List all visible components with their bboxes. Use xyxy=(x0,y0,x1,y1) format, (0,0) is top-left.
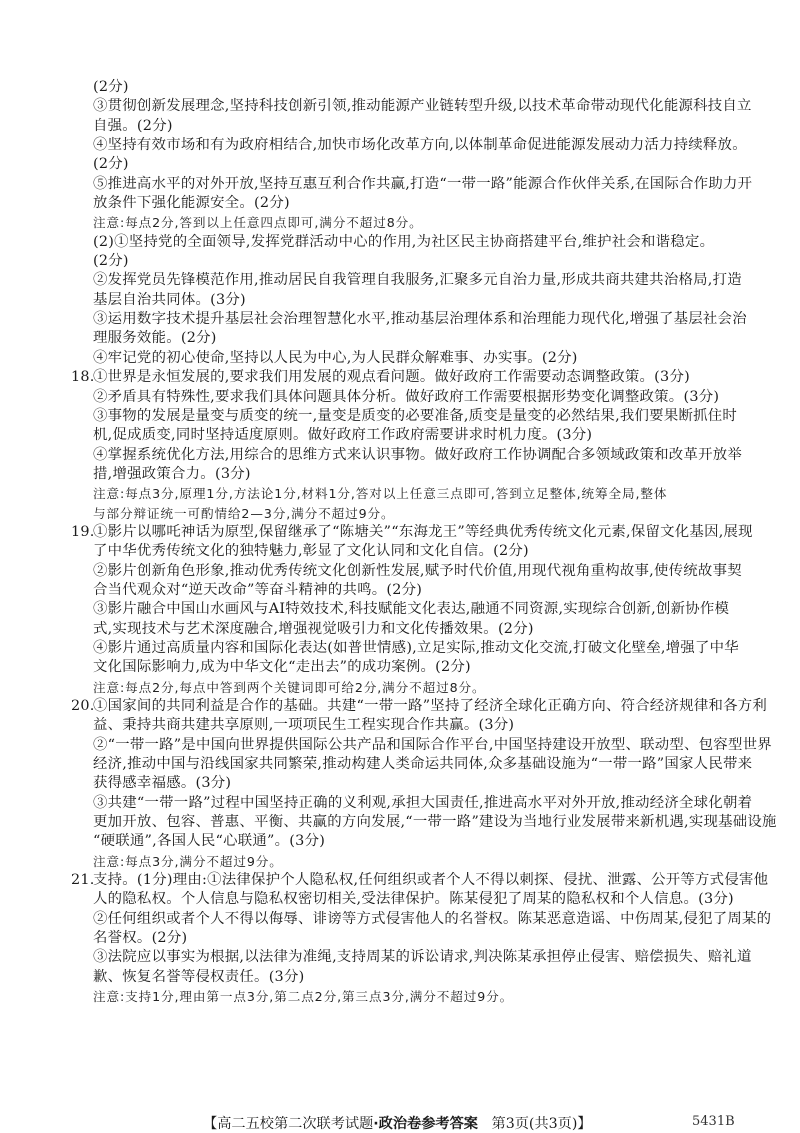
answer-line xyxy=(93,252,733,271)
line-text: ②矛盾具有特殊性,要求我们具体问题具体分析。做好政府工作需要根据形势变化调整政策。(3分) xyxy=(93,388,720,405)
scoring-note-line xyxy=(93,213,733,232)
line-text: ②影片创新角色形象,推动优秀传统文化创新性发展,赋予时代价值,用现代视角重构故事,使传统故事契 xyxy=(93,562,742,579)
line-text: 经济,推动中国与沿线国家共同繁荣,推动构建人类命运共同体,众多基础设施为“一带一路”国家人民带来 xyxy=(93,756,753,773)
answer-line xyxy=(93,658,733,677)
answer-line xyxy=(93,600,733,619)
answer-content xyxy=(71,78,777,1007)
line-text: 益、秉持共商共建共享原则,一项项民生工程实现合作共赢。(3分) xyxy=(93,717,515,734)
line-text: ③运用数字技术提升基层社会治理智慧化水平,推动基层治理体系和治理能力现代化,增强了基层社会治 xyxy=(93,311,747,328)
line-text: ①国家间的共同利益是合作的基础。共建“一带一路”坚持了经济全球化正确方向、符合经济规律和各方利 xyxy=(93,698,768,714)
answer-line xyxy=(93,736,772,755)
answer-line xyxy=(93,155,733,174)
line-text: 自强。(2分) xyxy=(93,117,173,134)
answer-line xyxy=(93,794,753,813)
line-text: 基层自治共同体。(3分) xyxy=(93,291,246,308)
answer-line xyxy=(93,968,733,987)
page-footer xyxy=(203,1113,592,1133)
line-text: 注意:支持1分,理由第一点3分,第二点2分,第三点3分,满分不超过9分。 xyxy=(93,989,514,1005)
footer-dot: · xyxy=(373,1116,379,1132)
line-text: ③法院应以事实为根据,以法律为准绳,支持周某的诉讼请求,判决陈某承担停止侵害、赔偿损失、赔礼道 xyxy=(93,949,752,966)
answer-line xyxy=(71,368,733,387)
answer-line xyxy=(93,78,733,97)
line-text: 理服务效能。(2分) xyxy=(93,330,217,347)
answer-line xyxy=(93,465,733,484)
document-code: 5431B xyxy=(692,1114,735,1129)
line-text: 更加开放、包容、普惠、平衡、共赢的方向发展,“一带一路”建设为当地行业发展带来新机遇,实现基础设施 xyxy=(93,814,777,831)
answer-line xyxy=(93,562,742,581)
line-text: 了中华优秀传统文化的独特魅力,彰显了文化认同和文化自信。(2分) xyxy=(93,543,529,560)
line-text: ⑤推进高水平的对外开放,坚持互惠互利合作共赢,打造“一带一路”能源合作伙伴关系,在国际合作助力开 xyxy=(93,175,753,192)
answer-line xyxy=(93,349,733,368)
question-number: 18. xyxy=(71,369,95,386)
answer-line xyxy=(93,581,733,600)
line-text: ③事物的发展是量变与质变的统一,量变是质变的必要准备,质变是量变的必然结果,我们要果断抓住时 xyxy=(93,407,738,424)
answer-line xyxy=(93,388,733,407)
answer-line xyxy=(93,117,733,136)
scoring-note-line xyxy=(93,504,733,523)
answer-line xyxy=(93,542,733,561)
line-text: ②任何组织或者个人不得以侮辱、诽谤等方式侵害他人的名誉权。陈某恶意造谣、中伤周某,侵犯了周某的 xyxy=(93,910,772,927)
line-text: ①影片以哪吒神话为原型,保留继承了“陈塘关”“东海龙王”等经典优秀传统文化元素,保留文化基因,展现 xyxy=(93,523,753,540)
answer-line xyxy=(93,774,733,793)
line-text: 文化国际影响力,成为中华文化“走出去”的成功案例。(2分) xyxy=(93,659,471,676)
answer-line xyxy=(93,948,752,967)
answer-line xyxy=(93,639,739,658)
answer-line xyxy=(93,446,743,465)
answer-line xyxy=(93,426,733,445)
answer-line xyxy=(93,407,738,426)
answer-line xyxy=(93,97,752,116)
answer-line xyxy=(93,291,733,310)
line-text: 名誉权。(2分) xyxy=(93,930,188,947)
answer-line xyxy=(93,271,742,290)
scoring-note-line xyxy=(93,484,733,503)
line-text: 注意:每点2分,答到以上任意四点即可,满分不超过8分。 xyxy=(93,215,423,231)
line-text: ④坚持有效市场和有为政府相结合,加快市场化改革方向,以体制革命促进能源发展动力活力持续释放。 xyxy=(93,137,747,154)
line-text: ③贯彻创新发展理念,坚持科技创新引领,推动能源产业链转型升级,以技术革命带动现代化能源科技自立 xyxy=(93,98,752,115)
answer-line xyxy=(93,716,733,735)
line-text: 歉、恢复名誉等侵权责任。(3分) xyxy=(93,968,305,985)
answer-line xyxy=(93,929,733,948)
line-text: ③共建“一带一路”过程中国坚持正确的义利观,承担大国责任,推进高水平对外开放,推动经济全球化朝着 xyxy=(93,794,753,811)
line-text: ①世界是永恒发展的,要求我们用发展的观点看问题。做好政府工作需要动态调整政策。(3分) xyxy=(93,369,690,386)
line-text: 机,促成质变,同时坚持适度原则。做好政府工作政府需要讲求时机力度。(3分) xyxy=(93,427,593,444)
line-text: 支持。(1分)理由:①法律保护个人隐私权,任何组织或者个人不得以刺探、侵扰、泄露、公开等方式侵害他 xyxy=(93,872,769,889)
question-number: 21. xyxy=(71,872,95,889)
scoring-note-line xyxy=(93,678,733,697)
answer-line xyxy=(93,233,733,252)
answer-line xyxy=(93,890,733,909)
line-text: 人的隐私权。个人信息与隐私权密切相关,受法律保护。陈某侵犯了周某的隐私权和个人信息。(3分) xyxy=(93,891,734,908)
footer-right-bracket: 】 xyxy=(577,1116,592,1132)
footer-left-bracket: 【 xyxy=(203,1116,218,1132)
answer-line xyxy=(93,910,772,929)
line-text: 放条件下强化能源安全。(2分) xyxy=(93,195,290,212)
scoring-note-line xyxy=(93,852,733,871)
line-text: (2)①坚持党的全面领导,发挥党群活动中心的作用,为社区民主协商搭建平台,维护社会和谐稳定。 xyxy=(93,233,715,250)
line-text: (2分) xyxy=(93,156,129,173)
line-text: “硬联通”,各国人民“心联通”。(3分) xyxy=(93,833,326,850)
line-text: 式,实现技术与艺术深度融合,增强视觉吸引力和文化传播效果。(2分) xyxy=(93,620,534,637)
answer-line xyxy=(93,832,733,851)
line-text: ④掌握系统优化方法,用综合的思维方式来认识事物。做好政府工作协调配合多领域政策和改革开放举 xyxy=(93,446,743,463)
answer-line xyxy=(71,523,753,542)
footer-page-info: 第3页(共3页) xyxy=(491,1116,578,1132)
line-text: (2分) xyxy=(93,79,129,95)
line-text: 合当代观众对“逆天改命”等奋斗精神的共鸣。(2分) xyxy=(93,581,423,598)
answer-line xyxy=(93,620,733,639)
answer-line xyxy=(93,329,733,348)
line-text: 措,增强政策合力。(3分) xyxy=(93,465,251,482)
answer-line xyxy=(71,871,769,890)
line-text: ④影片通过高质量内容和国际化表达(如普世情感),立足实际,推动文化交流,打破文化壁垒,增强了中华 xyxy=(93,639,739,656)
line-text: 获得感幸福感。(3分) xyxy=(93,775,232,792)
answer-line xyxy=(93,136,747,155)
line-text: 注意:每点2分,每点中答到两个关键词即可给2分,满分不超过8分。 xyxy=(93,679,486,695)
footer-subject: 政治卷参考答案 xyxy=(378,1116,478,1132)
question-number: 20. xyxy=(71,698,95,714)
footer-exam-title: 高二五校第二次联考试题 xyxy=(217,1116,374,1132)
line-text: 注意:每点3分,满分不超过9分。 xyxy=(93,853,283,869)
answer-line xyxy=(93,310,747,329)
answer-line xyxy=(93,813,777,832)
scoring-note-line xyxy=(93,987,733,1006)
line-text: ②发挥党员先锋模范作用,推动居民自我管理自我服务,汇聚多元自治力量,形成共商共建共治格局,打造 xyxy=(93,272,742,289)
answer-line xyxy=(93,194,733,213)
question-number: 19. xyxy=(71,523,95,540)
line-text: ④牢记党的初心使命,坚持以人民为中心,为人民群众解难事、办实事。(2分) xyxy=(93,349,578,366)
answer-line xyxy=(71,697,768,716)
line-text: 与部分辩证统一可酌情给2—3分,满分不超过9分。 xyxy=(93,505,395,521)
line-text: (2分) xyxy=(93,253,129,270)
line-text: 注意:每点3分,原理1分,方法论1分,材料1分,答对以上任意三点即可,答到立足整体,统筹全局,整体 xyxy=(93,486,668,502)
answer-line xyxy=(93,755,753,774)
line-text: ③影片融合中国山水画风与AI特效技术,科技赋能文化表达,融通不同资源,实现综合创新,创新协作模 xyxy=(93,601,730,618)
answer-line xyxy=(93,175,753,194)
line-text: ②“一带一路”是中国向世界提供国际公共产品和国际合作平台,中国坚持建设开放型、联动型、包容型世界 xyxy=(93,736,772,753)
